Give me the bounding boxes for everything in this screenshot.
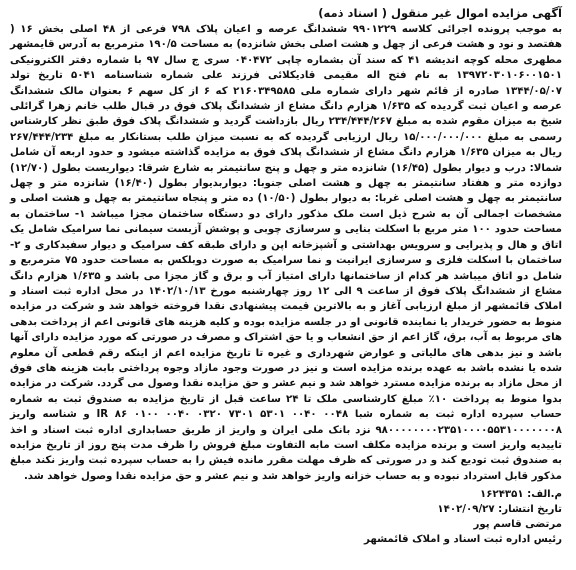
notice-code: م.الف: ۱۶۲۴۳۵۱ (480, 489, 562, 501)
signatory-name: مرتضی قاسم پور (473, 519, 562, 531)
notice-footer (10, 487, 562, 547)
notice-title: آگهی مزایده اموال غیر منقول ( اسناد ذمه) (318, 6, 562, 20)
notice-body: به موجب پرونده اجرائی کلاسه ۹۹۰۱۲۲۹ ششدانگ عرصه و اعیان پلاک ۷۹۸ فرعی از ۴۸ اصلی بخش ۱۶ ( هفتصد و نود و هشت فرعی از چهل و هشت اصلی بخش شانزده) به مساحت ۱۹۰/۵ مترمربع به آدرس قایمشهر مطهری محله کوچه اندیشه ۴۱ که سند آن بشماره چاپی ۰۴۰۴۷۲ سری ج سال ۹۷ با شماره دفتر الکترونیکی ۱۳۹۷۲۰۳۰۱۰۶۰۰۱۵۰۱ به نام فتح اله مقیمی قادیکلائی فرزند علی شماره شناسنامه ۵۰۴۱ تاریخ تولد ۱۳۴۴/۰۵/۰۷ صادره از قائم شهر دارای شماره ملی ۲۱۶۰۳۴۹۵۸۵ که ۶ از کل سهم ۶ بعنوان مالک ششدانگ عرصه و اعیان ثبت گردیده که ۱/۶۳۵ هزارم دانگ مشاع از ششدانگ پلاک فوق در قبال طلب خانم زهرا گرائلی شیخ به میزان مقوم شده به مبلغ ۲۳۴/۴۴۴/۲۶۷ ریال بازداشت گردید و ششدانگ پلاک فوق طبق نظر کارشناس رسمی به مبلغ ۱۵/۰۰۰/۰۰۰/۰۰۰ ریال ارزیابی گردیده که به نسبت میزان طلب بستانکار به مبلغ ۲۶۷/۴۴۴/۲۳۴ ریال به میزان ۱/۶۳۵ هزارم دانگ مشاع از ششدانگ پلاک فوق به مزایده گذاشته میشود و حدود اربعه آن شامل شمالا: درب و دیوار بطول (۱۶/۴۵) شانزده متر و چهل و پنج سانتیمتر به شارع شرقا: دیواریست بطول (۱۲/۷۰) دوازده متر و هفتاد سانتیمتر به چهل و هشت اصلی جنوبا: دیواربدیوار بطول (۱۶/۴۰) شانزده متر و چهل سانتیمتر به چهل و هشت اصلی غربا: به دیوار بطول (۱۰/۵۰) ده متر و پنجاه سانتیمتر به چهل و هشت اصلی و مشخصات اجمالی آن به شرح ذیل است ملک مذکور دارای دو دستگاه ساختمان مجزا میباشد ۱- ساختمان به مساحت حدود ۱۰۰ متر مربع با اسکلت بنایی و سرسازی چوبی و پوشش آزبست سیمانی نما سرامیک شامل یک اتاق و هال و پذیرایی و سرویس بهداشتی و آشپزخانه اپن و دارای طبقه کف سرامیک و دیوار سفیدکاری و ۲- ساختمان با اسکلت فلزی و سرسازی ایرانیت و نما سرامیک به صورت دوبلکس به مساحت حدود ۷۵ مترمربع و شامل دو اتاق میباشد هر کدام از ساختمانها دارای امتیاز آب و برق و گاز مجزا می باشد و ۱/۶۳۵ هزارم دانگ مشاع از ششدانگ پلاک فوق از ساعت ۹ الی ۱۲ روز چهارشنبه مورخ ۱۴۰۲/۱۰/۱۳ در محل اداره ثبت اسناد و املاک قائمشهر از مبلغ ارزیابی آغاز و به بالاترین قیمت پیشنهادی نقدا فروخته خواهد شد و شرکت در مزایده منوط به حضور خریدار یا نماینده قانونی او در جلسه مزایده بوده و کلیه هزینه های قانونی اعم از پرداخت بدهی های مربوط به آب، برق، گاز اعم از حق انشعاب و یا حق اشتراک و مصرف در صورتی که مورد مزایده دارای آنها باشد و نیز بدهی های مالیاتی و عوارض شهرداری و غیره تا تاریخ مزایده اعم از اینکه رقم قطعی آن معلوم شده یا نشده باشد به عهده برنده مزایده است و نیز در صورت وجود مازاد وجوه پرداختی بابت هزینه های فوق از محل مازاد به برنده مزایده مسترد خواهد شد و نیم عشر و حق مزایده نقدا وصول می گردد. شرکت در مزایده بدوا منوط به پرداخت ۱۰٪ مبلغ کارشناسی ملک تا ۲۴ ساعت قبل از تاریخ مزایده به صندوق ثبت به شماره حساب سپرده اداره ثبت به شماره شبا IR ۸۶ ۰۱۰۰ ۰۰۴۰ ۰۳۲۰ ۷۳۰۱ ۵۳۰۱ ۰۰۴۰ ۰۰۴۸ و شناسه واریز ۹۸۰۰۰۰۰۰۰۰۲۳۵۱۰۰۰۰۵۵۳۱۰۰۰۰۰۰۰۸ نزد بانک ملی ایران و واریز از طریق حسابداری اداره ثبت اسناد و اخذ تاییدیه واریز است و برنده مزایده مکلف است مابه التفاوت مبلغ فروش را ظرف مدت پنج روز از تاریخ مزایده به صندوق ثبت تودیع کند و در صورتی که ظرف مهلت مقرر مانده فیش را به حساب سپرده ثبت واریز نکند مبلغ مذکور قابل استرداد نبوده و به حساب خزانه واریز خواهد شد و نیم عشر و حق مزایده نقدا وصول خواهد شد. (10, 24, 563, 482)
publish-date: تاریخ انتشار: ۱۴۰۲/۰۹/۲۷ (437, 504, 562, 516)
auction-notice (6, 4, 566, 562)
signatory-title: رئیس اداره ثبت اسناد و املاک قائمشهر (364, 534, 562, 546)
